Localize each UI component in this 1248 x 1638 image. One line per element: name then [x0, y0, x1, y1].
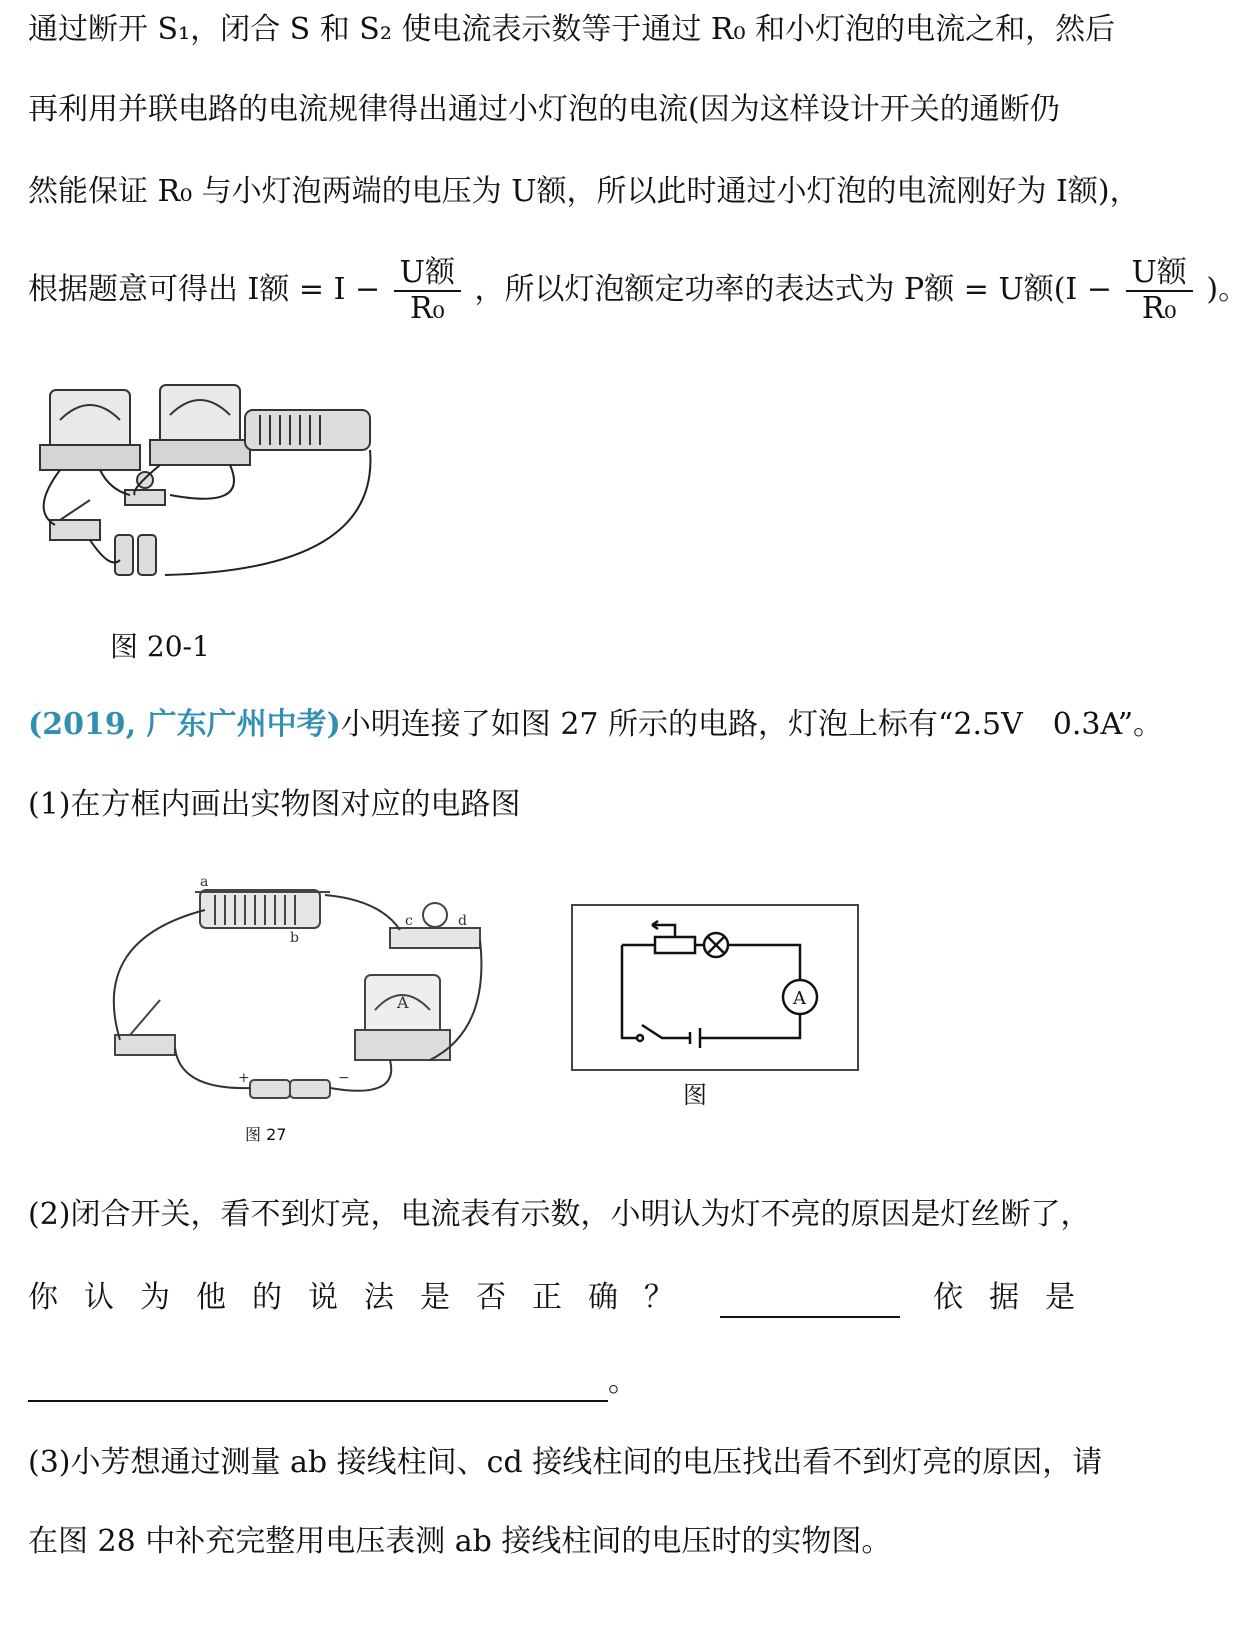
ammeter-symbol-label: A — [793, 988, 806, 1009]
fraction-denominator: R₀ — [410, 291, 445, 326]
question-part-2-basis: 依据是 — [933, 1280, 1102, 1315]
fraction-numerator-2: U额 — [1126, 256, 1193, 292]
terminal-c-label: c — [405, 913, 413, 929]
rheostat-icon — [245, 410, 370, 450]
question-part-2-prompt: 你认为他的说法是否正确？ — [28, 1280, 700, 1315]
figure-20-1 — [30, 370, 400, 600]
terminal-d-label: d — [458, 913, 467, 929]
prev-text-line-1: 通过断开 S₁，闭合 S 和 S₂ 使电流表示数等于通过 R₀ 和小灯泡的电流之和，然后 — [28, 12, 1116, 47]
ammeter-icon — [355, 975, 450, 1060]
prev-text-line-2: 再利用并联电路的电流规律得出通过小灯泡的电流(因为这样设计开关的通断仍 — [28, 92, 1060, 127]
question-source: (2019, 广东广州中考) — [28, 707, 341, 742]
figure-27 — [100, 870, 500, 1140]
fraction-u-over-r0-2 — [1126, 256, 1193, 326]
circuit-diagram — [622, 921, 817, 1048]
battery-plus-label: + — [238, 1070, 250, 1086]
meter-icon — [40, 385, 250, 470]
lamp-icon — [125, 472, 165, 505]
answer-box-caption: 图 — [683, 1081, 707, 1109]
question-part-3-line-1: (3)小芳想通过测量 ab 接线柱间、cd 接线柱间的电压找出看不到灯亮的原因，请 — [28, 1445, 1103, 1480]
figure-27-caption: 图 27 — [245, 1125, 287, 1144]
fraction-u-over-r0 — [394, 256, 461, 326]
question-part-1: (1)在方框内画出实物图对应的电路图 — [28, 787, 521, 822]
fraction-denominator-2: R₀ — [1141, 291, 1177, 326]
battery-minus-label: − — [338, 1070, 350, 1086]
formula-text-c: )。 — [1206, 272, 1248, 307]
answer-blank-1[interactable] — [720, 1316, 900, 1318]
question-part-2-line-2 — [28, 1278, 1102, 1318]
rheostat-symbol — [655, 937, 695, 953]
question-part-2-line-1: (2)闭合开关，看不到灯亮，电流表有示数，小明认为灯不亮的原因是灯丝断了， — [28, 1197, 1091, 1232]
question-part-2-line-3 — [28, 1362, 638, 1402]
formula-text-a: 根据题意可得出 I额 = I − — [28, 272, 381, 307]
battery-icon — [115, 535, 156, 575]
switch-icon — [115, 1000, 175, 1055]
answer-blank-2[interactable] — [28, 1400, 608, 1402]
terminal-a-label: a — [200, 874, 209, 890]
question-intro: 小明连接了如图 27 所示的电路，灯泡上标有“2.5V 0.3A”。 — [340, 707, 1164, 742]
ammeter-label: A — [397, 993, 409, 1012]
question-part-3-line-2: 在图 28 中补充完整用电压表测 ab 接线柱间的电压时的实物图。 — [28, 1524, 892, 1559]
rheostat-icon — [195, 890, 330, 928]
terminal-b-label: b — [290, 930, 299, 946]
answer-circuit-box — [570, 900, 870, 1080]
formula-text-b: ，所以灯泡额定功率的表达式为 P额 = U额(I − — [474, 272, 1112, 307]
prev-formula-line — [28, 250, 1248, 330]
fraction-numerator: U额 — [394, 256, 461, 292]
figure-20-1-caption: 图 20-1 — [110, 630, 210, 663]
switch-icon — [50, 500, 100, 540]
question-part-2-end: 。 — [608, 1364, 638, 1399]
prev-text-line-3: 然能保证 R₀ 与小灯泡两端的电压为 U额，所以此时通过小灯泡的电流刚好为 I额)， — [28, 174, 1140, 209]
question-intro-line — [28, 705, 1163, 745]
battery-icon — [250, 1080, 330, 1098]
